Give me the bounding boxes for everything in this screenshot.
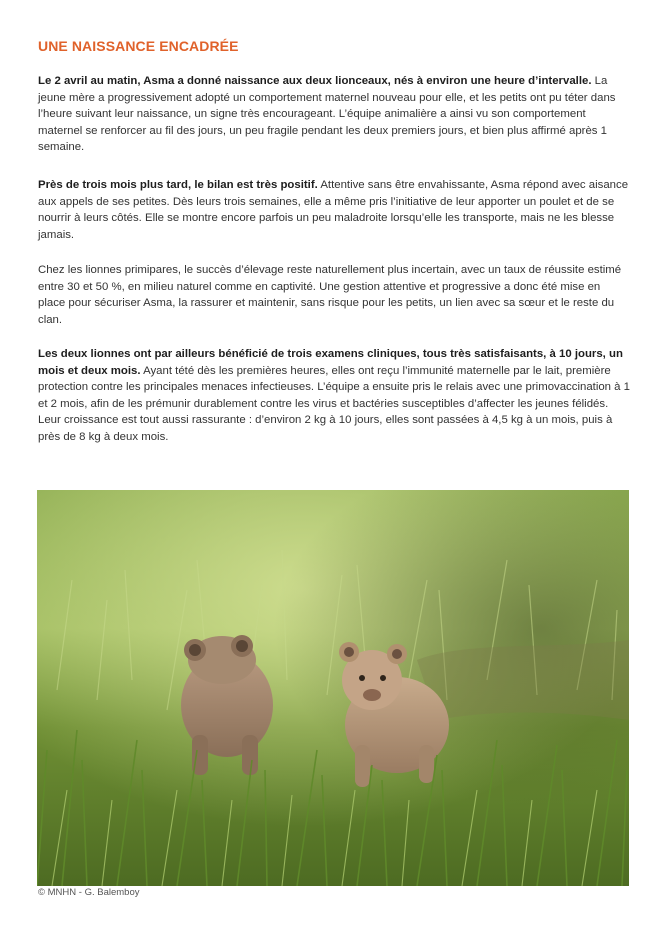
paragraph-lead: Les deux lionnes ont par ailleurs bénéficié de trois examens cliniques, tous très satisfaisants, à 10 jours, un mois et deux mois. (38, 348, 623, 377)
paragraph-body: Ayant tété dès les premières heures, elles ont reçu l’immunité maternelle par le lait, première protection contre les principales menaces infectieuses. L’équipe a ensuite pris le relais avec une primovaccination à 1 et 2 mois, afin de les prémunir durablement contre les virus et bactéries susceptibles d’affecter les jeunes félidés. Leur croissance est tout aussi rassurante : d’environ 2 kg à 10 jours, elles sont passées à 4,5 kg à un mois, puis à près de 8 kg à deux mois. (38, 364, 631, 443)
paragraph-body: Chez les lionnes primipares, le succès d’élevage reste naturellement plus incertain, avec un taux de réussite estimé entre 30 et 50 %, en milieu naturel comme en captivité. Une gestion attentive et progressive a donc été mise en place pour sécuriser Asma, la rassurer et maintenir, sans risque pour les petits, un lien avec sa sœur et le reste du clan. (38, 264, 622, 326)
paragraph-assessment (38, 177, 630, 243)
section-title: UNE NAISSANCE ENCADRÉE (38, 38, 239, 54)
paragraph-lead: Le 2 avril au matin, Asma a donné naissance aux deux lionceaux, nés à environ une heure d’intervalle. (38, 75, 592, 87)
paragraph-body: La jeune mère a progressivement adopté un comportement maternel nouveau pour elle, et les petits ont pu téter dans l’heure suivant leur naissance, un signe très encourageant. L’équipe animalière a ainsi vu son comportement maternel se renforcer au fil des jours, un peu fragile pendant les deux premiers jours, et bien plus affirmé après 1 semaine. (38, 75, 616, 154)
paragraph-lead: Près de trois mois plus tard, le bilan est très positif. (38, 179, 318, 191)
paragraph-birth (38, 73, 630, 156)
paragraph-body: Attentive sans être envahissante, Asma répond avec aisance aux appels de ses petites. Dès leurs trois semaines, elle a même pris l’initiative de leur apporter un poulet et de se nourrir à leurs côtés. Elle se montre encore parfois un peu maladroite lorsqu’elle les transporte, mais ne les blesse jamais. (38, 179, 629, 241)
lion-cubs-photo (37, 490, 629, 886)
paragraph-exams (38, 346, 630, 446)
photo-credit: © MNHN - G. Balemboy (38, 887, 140, 898)
paragraph-primiparous (38, 262, 630, 328)
